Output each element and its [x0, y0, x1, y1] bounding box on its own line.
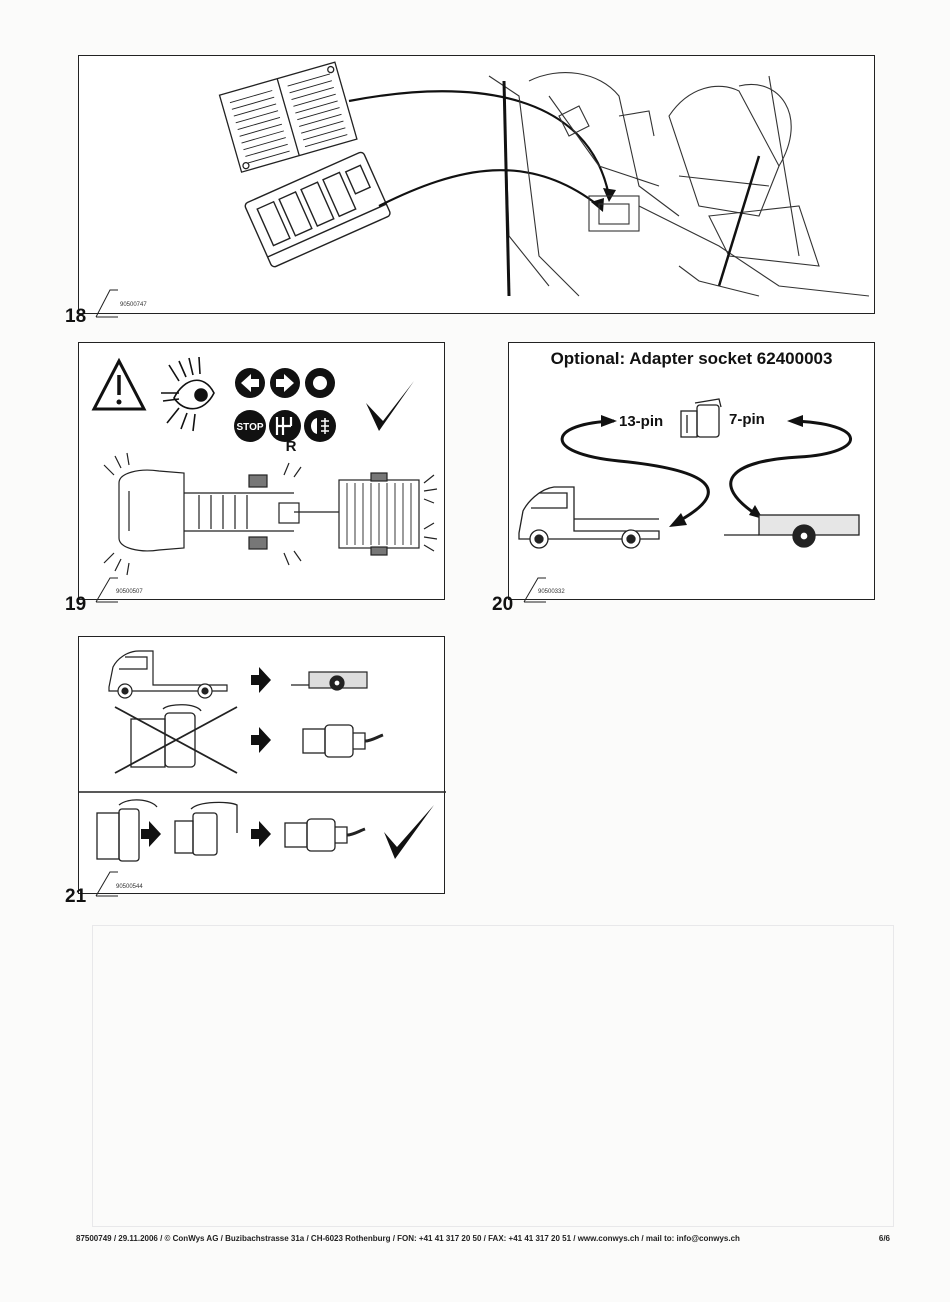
figure-19-code: 90500507 — [116, 589, 143, 595]
figure-19-number: 19 — [65, 594, 87, 615]
svg-text:STOP: STOP — [236, 422, 264, 433]
figure-18-code: 90500747 — [120, 302, 147, 308]
footer-text: 87500749 / 29.11.2006 / © ConWys AG / Buzibachstrasse 31a / CH-6023 Rothenburg / FON: +41 41 317 20 50 / FAX: +41 41 317 20 51 / www.conwys.ch / mail to: info@conwys.ch — [76, 1234, 740, 1243]
figure-20-code: 90500332 — [538, 589, 565, 595]
svg-text:R: R — [285, 438, 297, 455]
figure-21-code: 90500544 — [116, 884, 143, 890]
page-number: 6/6 — [878, 1234, 890, 1243]
label-7-pin: 7-pin — [729, 411, 765, 428]
bleed-through-frame — [92, 925, 894, 1227]
figure-21-number: 21 — [65, 886, 87, 907]
figure-20-number: 20 — [492, 594, 514, 615]
page-footer — [76, 1234, 896, 1243]
label-13-pin: 13-pin — [619, 413, 664, 430]
figure-18-number: 18 — [65, 306, 87, 327]
adapter-title: Optional: Adapter socket 62400003 — [550, 349, 833, 368]
